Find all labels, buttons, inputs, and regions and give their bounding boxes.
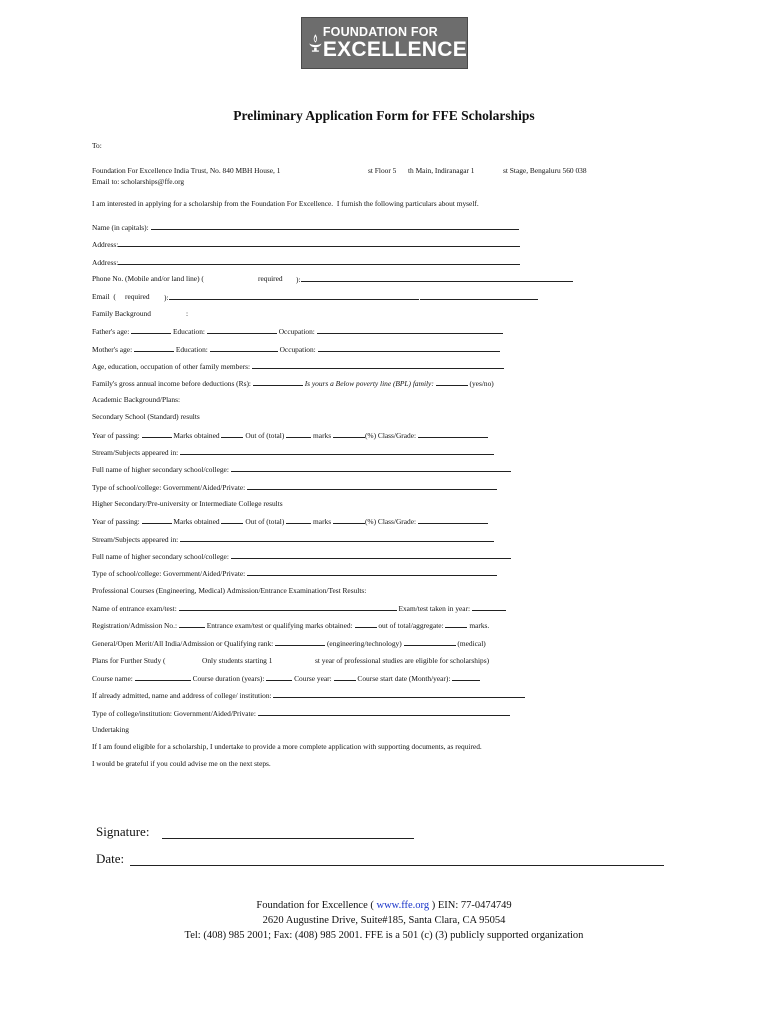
email-close: ): — [164, 293, 169, 302]
rank-med-field[interactable] — [404, 638, 456, 646]
email-row — [92, 292, 116, 302]
address-field-2[interactable] — [118, 257, 520, 265]
fullname2-field[interactable] — [231, 551, 511, 559]
year2-field[interactable] — [142, 516, 172, 524]
address-part-1: Foundation For Excellence India Trust, No. 840 MBH House, 1 — [92, 166, 281, 175]
reg-no-field[interactable] — [179, 620, 205, 628]
registration-row — [92, 620, 489, 631]
mother-row — [92, 344, 500, 355]
grade1-field[interactable] — [418, 430, 488, 438]
higher-results-row — [92, 516, 488, 527]
year1-field[interactable] — [142, 430, 172, 438]
marks2b-label: marks — [313, 517, 332, 526]
type2-label: Type of school/college: Government/Aided/Private: — [92, 569, 246, 578]
course-start-label: Course start date (Month/year): — [357, 674, 451, 683]
mother-age-label: Mother's age: — [92, 345, 133, 354]
mother-edu-field[interactable] — [210, 344, 278, 352]
professional-heading: Professional Courses (Engineering, Medical) Admission/Entrance Examination/Test Results: — [92, 586, 367, 595]
phone-label: Phone No. (Mobile and/or land line) ( — [92, 274, 204, 283]
address-part-2: st Floor 5 — [368, 166, 397, 175]
income-label: Family's gross annual income before deductions (Rs): — [92, 379, 251, 388]
course-name-field[interactable] — [135, 673, 191, 681]
course-dur-label: Course duration (years): — [192, 674, 265, 683]
entrance-marks-field[interactable] — [355, 620, 377, 628]
phone-row-end — [296, 274, 573, 285]
footer-org: Foundation for Excellence ( — [256, 900, 374, 911]
address-part-3: th Main, Indiranagar 1 — [408, 166, 475, 175]
out-of-total-label: out of total/aggregate: — [378, 621, 444, 630]
stream2-row — [92, 534, 494, 545]
father-edu-label: Education: — [172, 327, 205, 336]
outof2-field[interactable] — [286, 516, 311, 524]
entrance-field[interactable] — [179, 603, 397, 611]
secondary-results-row — [92, 430, 488, 441]
medical-label: (medical) — [457, 639, 486, 648]
fullname2-label: Full name of higher secondary school/college: — [92, 552, 229, 561]
rank-label: General/Open Merit/All India/Admission or Qualifying rank: — [92, 639, 274, 648]
phone-close: ): — [296, 275, 301, 284]
fullname1-field[interactable] — [231, 464, 511, 472]
admitted-label: If already admitted, name and address of college/ institution: — [92, 691, 272, 700]
course-row — [92, 673, 480, 684]
name-label: Name (in capitals): — [92, 223, 149, 232]
course-start-field[interactable] — [452, 673, 480, 681]
income-field[interactable] — [253, 378, 303, 386]
course-year-label: Course year: — [294, 674, 332, 683]
address-row-2 — [92, 257, 520, 268]
entrance-row — [92, 603, 506, 614]
admitted-row — [92, 690, 525, 701]
marks2-field[interactable] — [221, 516, 243, 524]
exam-year-label: Exam/test taken in year: — [398, 604, 471, 613]
other-members-label: Age, education, occupation of other family members: — [92, 362, 251, 371]
type1-field[interactable] — [247, 482, 497, 490]
name-field[interactable] — [151, 222, 519, 230]
email-to: Email to: scholarships@ffe.org — [92, 177, 185, 186]
family-background-heading: Family Background — [92, 309, 151, 318]
undertaking-heading: Undertaking — [92, 725, 129, 734]
father-occ-field[interactable] — [317, 326, 503, 334]
pct2-label: (%) Class/Grade: — [364, 517, 417, 526]
date-label: Date: — [96, 851, 125, 866]
address-row-1 — [92, 239, 520, 250]
father-edu-field[interactable] — [207, 326, 277, 334]
address-field-1[interactable] — [118, 239, 520, 247]
fullname1-row — [92, 464, 511, 475]
father-occ-label: Occupation: — [278, 327, 315, 336]
phone-required: required — [258, 274, 283, 283]
bpl-options: (yes/no) — [469, 379, 494, 388]
type3-row — [92, 708, 510, 719]
address-label-2: Address: — [92, 258, 119, 267]
other-members-field[interactable] — [252, 361, 504, 369]
eng-tech-label: (engineering/technology) — [326, 639, 402, 648]
income-row — [92, 378, 494, 389]
email-required: required — [125, 292, 150, 301]
bpl-label: Is yours a Below poverty line (BPL) family: — [304, 379, 434, 388]
pct1-field[interactable] — [333, 430, 365, 438]
intro-text: I am interested in applying for a scholarship from the Foundation For Excellence. I furnish the following particulars about myself. — [92, 199, 479, 208]
address-label-1: Address: — [92, 240, 119, 249]
email-field-2[interactable] — [420, 292, 538, 300]
undertaking-text: If I am found eligible for a scholarship, I undertake to provide a more complete application with supporting documents, as required. — [92, 742, 482, 751]
email-label: Email ( — [92, 292, 116, 301]
email-row-end — [164, 292, 538, 303]
stream2-label: Stream/Subjects appeared in: — [92, 535, 179, 544]
marks3-label: marks. — [469, 621, 490, 630]
grade2-field[interactable] — [418, 516, 488, 524]
marks1-label: Marks obtained — [173, 431, 220, 440]
signature-label: Signature: — [96, 824, 150, 839]
stream1-row — [92, 447, 494, 458]
rank-row — [92, 638, 486, 649]
mother-age-field[interactable] — [134, 344, 174, 352]
higher-secondary-heading: Higher Secondary/Pre-university or Intermediate College results — [92, 499, 283, 508]
father-row — [92, 326, 503, 337]
grateful-text: I would be grateful if you could advise me on the next steps. — [92, 759, 271, 768]
course-year-field[interactable] — [334, 673, 356, 681]
mother-occ-field[interactable] — [318, 344, 500, 352]
course-name-label: Course name: — [92, 674, 133, 683]
other-members-row — [92, 361, 504, 372]
email-field[interactable] — [169, 292, 419, 300]
out-of-total-field[interactable] — [445, 620, 467, 628]
plans-eligibility-a: Only students starting 1 — [202, 656, 273, 665]
stream2-field[interactable] — [180, 534, 494, 542]
type2-row — [92, 568, 497, 579]
entrance-marks-label: Entrance exam/test or qualifying marks obtained: — [206, 621, 353, 630]
reg-no-label: Registration/Admission No.: — [92, 621, 177, 630]
year2-label: Year of passing: — [92, 517, 140, 526]
address-part-4: st Stage, Bengaluru 560 038 — [503, 166, 587, 175]
footer-line-1 — [0, 898, 768, 913]
marks1-field[interactable] — [221, 430, 243, 438]
year1-label: Year of passing: — [92, 431, 140, 440]
signature-field[interactable] — [162, 838, 414, 839]
plans-label: Plans for Further Study ( — [92, 656, 166, 665]
course-dur-field[interactable] — [266, 673, 292, 681]
bpl-field[interactable] — [436, 378, 468, 386]
father-age-field[interactable] — [131, 326, 171, 334]
pct2-field[interactable] — [333, 516, 365, 524]
footer-ein: ) EIN: 77-0474749 — [431, 900, 512, 911]
type1-row — [92, 482, 497, 493]
to-label: To: — [92, 141, 102, 150]
flame-bowl-icon — [308, 20, 323, 66]
logo-line-1: FOUNDATION FOR — [322, 25, 438, 40]
type3-field[interactable] — [258, 708, 510, 716]
stream1-field[interactable] — [180, 447, 494, 455]
marks1b-label: marks — [313, 431, 332, 440]
fullname1-label: Full name of higher secondary school/college: — [92, 465, 229, 474]
marks2-label: Marks obtained — [173, 517, 220, 526]
type1-label: Type of school/college: Government/Aided/Private: — [92, 483, 246, 492]
family-background-colon: : — [186, 309, 189, 318]
mother-occ-label: Occupation: — [279, 345, 316, 354]
rank-eng-field[interactable] — [275, 638, 325, 646]
name-row — [92, 222, 519, 233]
exam-year-field[interactable] — [472, 603, 506, 611]
fullname2-row — [92, 551, 511, 562]
date-field[interactable] — [130, 865, 664, 866]
footer-line-3: Tel: (408) 985 2001; Fax: (408) 985 2001. FFE is a 501 (c) (3) publicly supported organization — [184, 930, 584, 941]
ffe-logo — [301, 17, 468, 69]
admitted-field[interactable] — [273, 690, 525, 698]
secondary-heading: Secondary School (Standard) results — [92, 412, 200, 421]
type3-label: Type of college/institution: Government/Aided/Private: — [92, 709, 256, 718]
footer-line-2: 2620 Augustine Drive, Suite#185, Santa Clara, CA 95054 — [262, 915, 506, 926]
stream1-label: Stream/Subjects appeared in: — [92, 448, 179, 457]
plans-eligibility-b: st year of professional studies are eligible for scholarships) — [315, 656, 490, 665]
phone-field[interactable] — [301, 274, 573, 282]
pct1-label: (%) Class/Grade: — [364, 431, 417, 440]
outof1-field[interactable] — [286, 430, 311, 438]
ffe-website-link[interactable]: www.ffe.org — [376, 900, 430, 911]
outof1-label: Out of (total) — [245, 431, 285, 440]
academic-heading: Academic Background/Plans: — [92, 395, 181, 404]
father-age-label: Father's age: — [92, 327, 130, 336]
outof2-label: Out of (total) — [245, 517, 285, 526]
logo-line-2: EXCELLENCE — [322, 37, 467, 61]
form-title: Preliminary Application Form for FFE Scholarships — [233, 108, 535, 123]
mother-edu-label: Education: — [175, 345, 208, 354]
entrance-label: Name of entrance exam/test: — [92, 604, 177, 613]
phone-row — [92, 274, 204, 284]
type2-field[interactable] — [247, 568, 497, 576]
